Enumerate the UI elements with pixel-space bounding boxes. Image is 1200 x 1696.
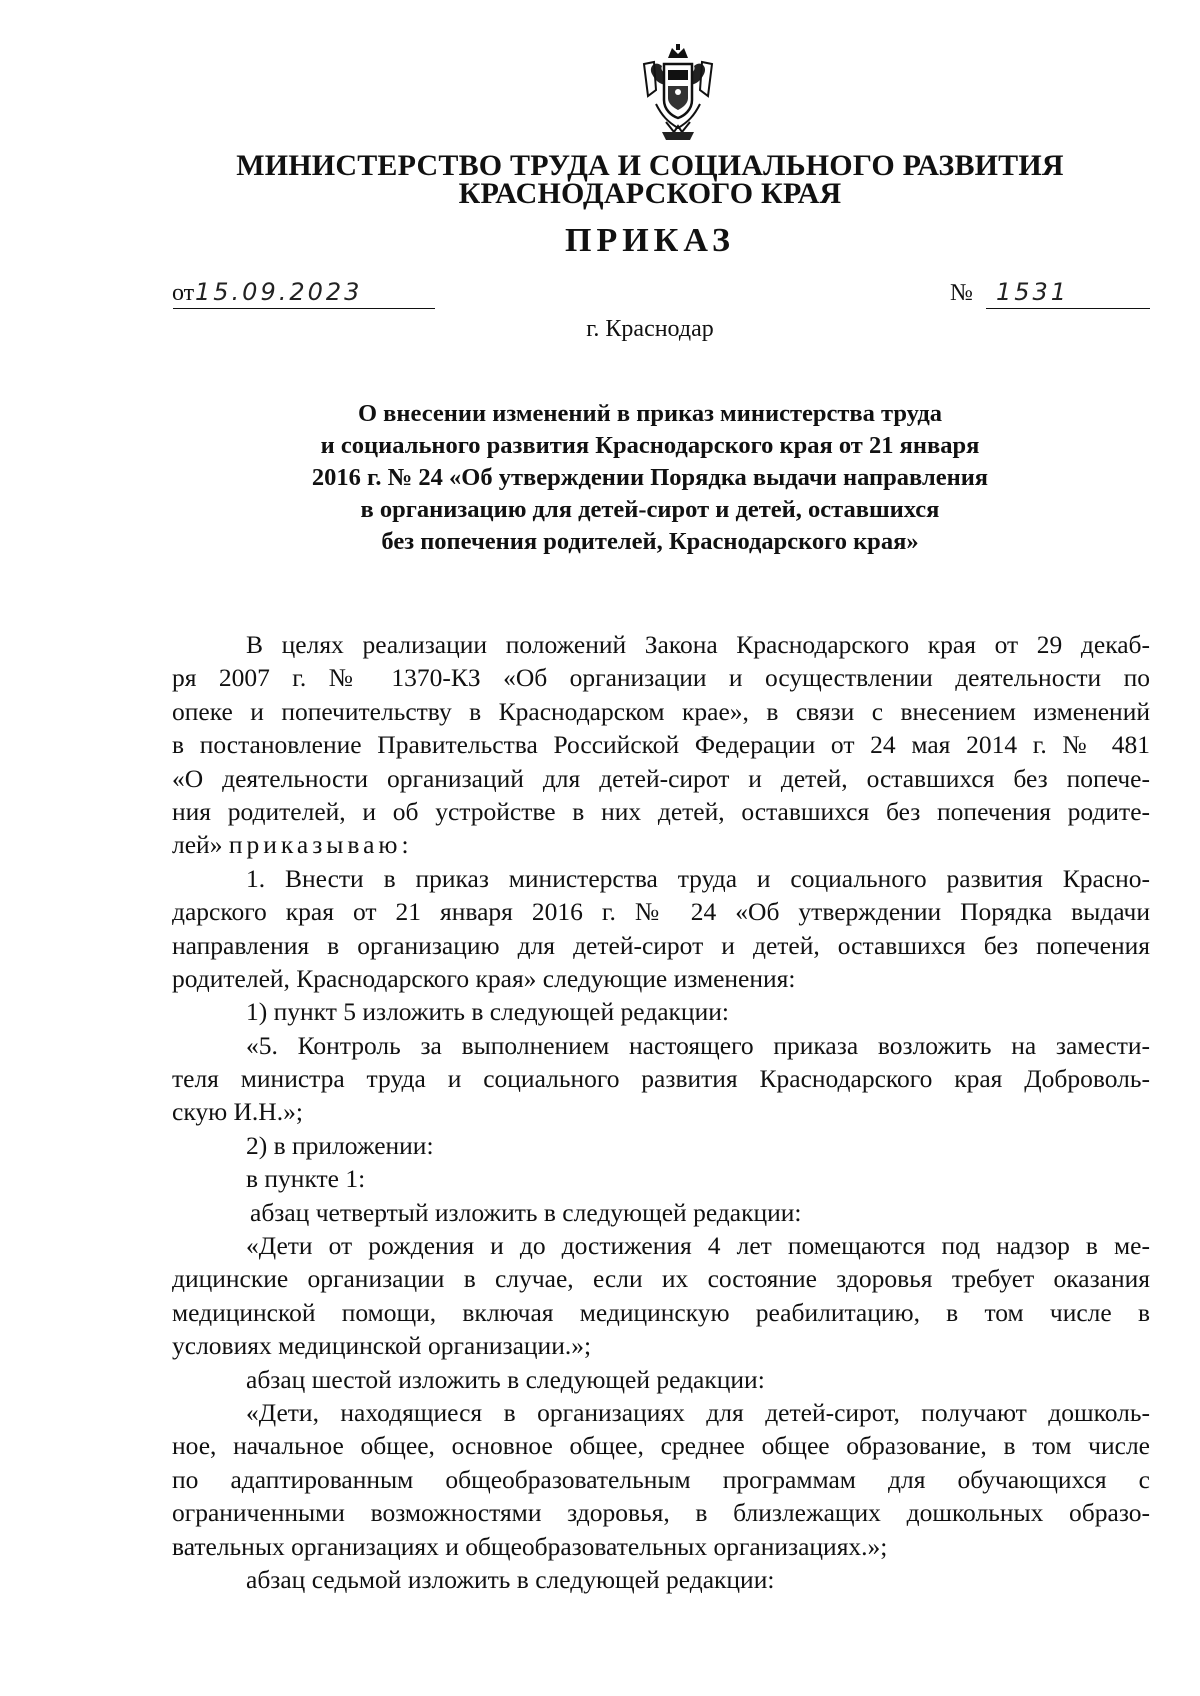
number-field bbox=[986, 276, 1150, 309]
body-line: «Дети от рождения и до достижения 4 лет помещаются под надзор в ме- bbox=[246, 1231, 1150, 1261]
number-label: № bbox=[950, 280, 973, 306]
body-line: ограниченными возможностями здоровья, в близлежащих дошкольных образо- bbox=[172, 1498, 1150, 1528]
order-body bbox=[172, 628, 1150, 1596]
date-label: от bbox=[172, 280, 195, 306]
order-word: приказываю: bbox=[228, 830, 413, 860]
body-line: в постановление Правительства Российской Федерации от 24 мая 2014 г. № 481 bbox=[172, 730, 1150, 760]
body-line: «Дети, находящиеся в организациях для детей-сирот, получают дошколь- bbox=[246, 1397, 1150, 1427]
subject-line: О внесении изменений в приказ министерства труда bbox=[358, 400, 942, 427]
order-subject bbox=[200, 398, 1100, 558]
subject-line: и социального развития Краснодарского края от 21 января bbox=[320, 432, 980, 459]
body-line: «5. Контроль за выполнением настоящего приказа возложить на замести- bbox=[246, 1030, 1150, 1060]
date-field bbox=[173, 276, 435, 309]
body-line: по адаптированным общеобразовательным программам для обучающихся с bbox=[172, 1464, 1150, 1494]
body-line: 1) пункт 5 изложить в следующей редакции: bbox=[246, 997, 729, 1027]
body-line: условиях медицинской организации.»; bbox=[172, 1331, 592, 1361]
body-line: родителей, Краснодарского края» следующие изменения: bbox=[172, 963, 796, 993]
subject-line: 2016 г. № 24 «Об утверждении Порядка выдачи направления bbox=[311, 464, 989, 491]
body-line: в пункте 1: bbox=[246, 1164, 366, 1194]
body-line-order bbox=[172, 828, 1150, 861]
body-line: 2) в приложении: bbox=[246, 1130, 434, 1160]
body-line: опеке и попечительству в Краснодарском крае», в связи с внесением изменений bbox=[172, 696, 1150, 726]
krasnodar-coat-of-arms-icon bbox=[638, 44, 718, 144]
body-line: В целях реализации положений Закона Краснодарского края от 29 декаб- bbox=[246, 630, 1150, 659]
body-line: абзац шестой изложить в следующей редакции: bbox=[246, 1364, 765, 1394]
subject-line: в организацию для детей-сирот и детей, оставшихся bbox=[360, 496, 940, 523]
body-line: «О деятельности организаций для детей-сирот и детей, оставшихся без попече- bbox=[172, 763, 1150, 793]
body-line: 1. Внести в приказ министерства труда и социального развития Красно- bbox=[246, 863, 1150, 893]
body-line: дицинские организации в случае, если их состояние здоровья требует оказания bbox=[172, 1264, 1150, 1294]
date-value: 15.09.2023 bbox=[195, 278, 363, 306]
body-line: вательных организациях и общеобразовательных организациях.»; bbox=[172, 1531, 888, 1561]
body-line: ное, начальное общее, основное общее, среднее общее образование, в том числе bbox=[172, 1431, 1150, 1461]
body-line: направления в организацию для детей-сирот и детей, оставшихся без попечения bbox=[172, 930, 1150, 960]
body-line: медицинской помощи, включая медицинскую реабилитацию, в том числе в bbox=[172, 1297, 1150, 1327]
body-line: ря 2007 г. № 1370-КЗ «Об организации и осуществлении деятельности по bbox=[172, 663, 1150, 693]
number-value: 1531 bbox=[996, 278, 1070, 306]
body-line: дарского края от 21 января 2016 г. № 24 «Об утверждении Порядка выдачи bbox=[172, 897, 1150, 927]
ministry-name-line2: КРАСНОДАРСКОГО КРАЯ bbox=[458, 177, 842, 210]
document-type-title: ПРИКАЗ bbox=[565, 222, 735, 259]
body-line: теля министра труда и социального развития Краснодарского края Доброволь- bbox=[172, 1064, 1150, 1094]
body-line: скую И.Н.»; bbox=[172, 1097, 303, 1127]
body-line-text: лей» bbox=[172, 830, 223, 860]
city-line: г. Краснодар bbox=[586, 316, 714, 342]
ministry-name-line1: МИНИСТЕРСТВО ТРУДА И СОЦИАЛЬНОГО РАЗВИТИЯ bbox=[236, 149, 1064, 182]
subject-line: без попечения родителей, Краснодарского края» bbox=[381, 528, 919, 555]
body-line: абзац четвертый изложить в следующей редакции: bbox=[250, 1197, 802, 1227]
body-line: ния родителей, и об устройстве в них детей, оставшихся без попечения родите- bbox=[172, 796, 1150, 826]
body-line: абзац седьмой изложить в следующей редакции: bbox=[246, 1564, 775, 1594]
